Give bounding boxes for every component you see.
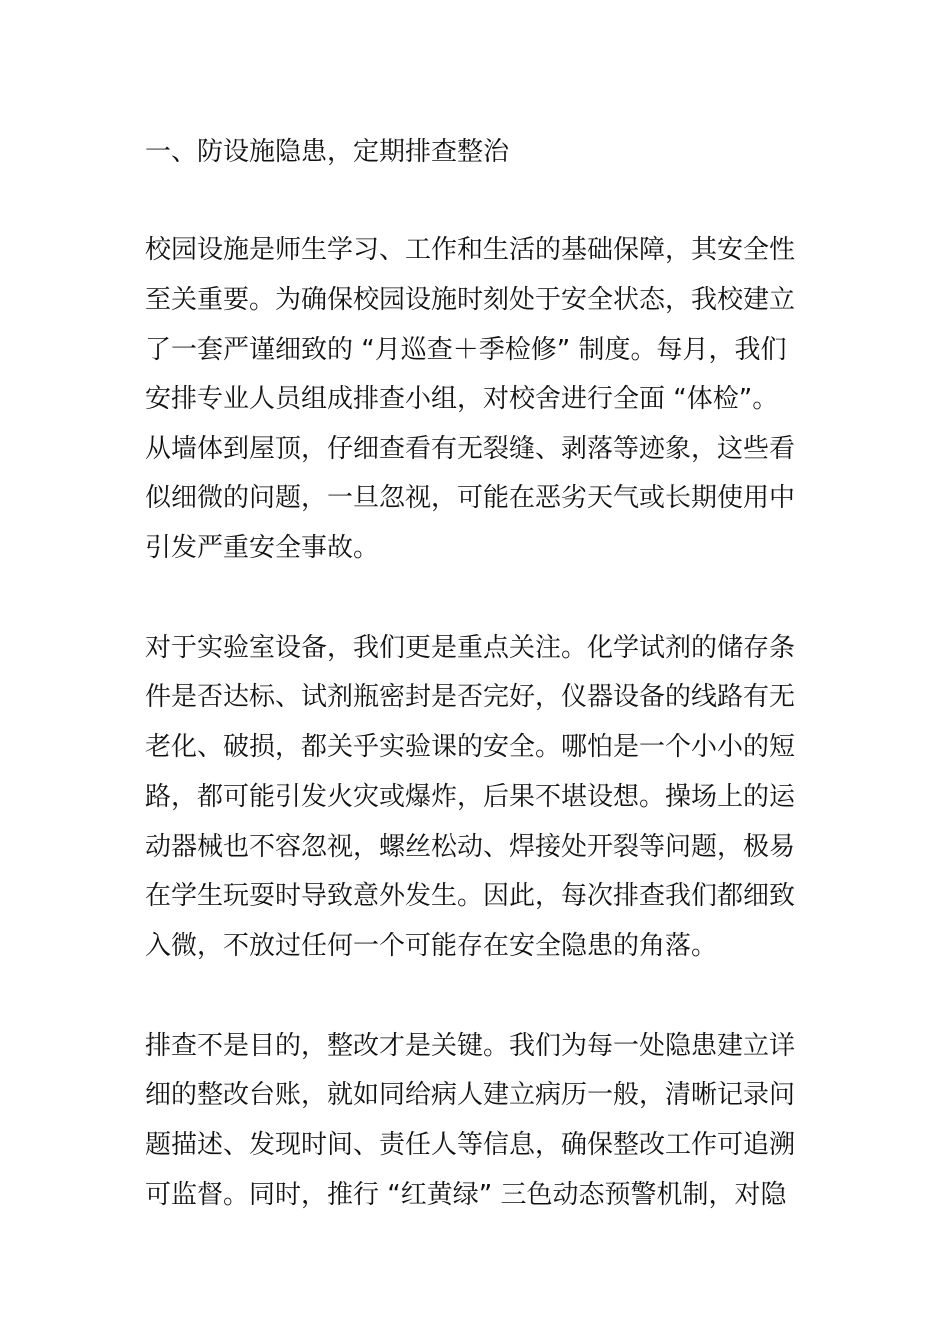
paragraph-2-line-1: 对于实验室设备，我们更是重点关注。化学试剂的储存条 — [145, 633, 796, 663]
paragraph-1-line-3: 了一套严谨细致的 “月巡查＋季检修” 制度。每月，我们 — [145, 335, 787, 365]
paragraph-2-line-4: 路，都可能引发火灾或爆炸，后果不堪设想。操场上的运 — [145, 782, 796, 812]
paragraph-3-line-4: 可监督。同时，推行 “红黄绿” 三色动态预警机制，对隐 — [145, 1180, 787, 1210]
paragraph-2-line-3: 老化、破损，都关乎实验课的安全。哪怕是一个小小的短 — [145, 732, 796, 762]
paragraph-2-line-6: 在学生玩耍时导致意外发生。因此，每次排查我们都细致 — [145, 881, 796, 911]
paragraph-1-line-7: 引发严重安全事故。 — [145, 533, 380, 563]
paragraph-1-line-1: 校园设施是师生学习、工作和生活的基础保障，其安全性 — [145, 235, 796, 265]
paragraph-2-line-5: 动器械也不容忽视，螺丝松动、焊接处开裂等问题，极易 — [145, 832, 796, 862]
paragraph-1-line-2: 至关重要。为确保校园设施时刻处于安全状态，我校建立 — [145, 285, 796, 315]
paragraph-2-line-2: 件是否达标、试剂瓶密封是否完好，仪器设备的线路有无 — [145, 682, 796, 712]
paragraph-1-line-5: 从墙体到屋顶，仔细查看有无裂缝、剥落等迹象，这些看 — [145, 434, 796, 464]
paragraph-1-line-6: 似细微的问题，一旦忽视，可能在恶劣天气或长期使用中 — [145, 483, 796, 513]
paragraph-3-line-1: 排查不是目的，整改才是关键。我们为每一处隐患建立详 — [145, 1031, 796, 1061]
paragraph-2-line-7: 入微，不放过任何一个可能存在安全隐患的角落。 — [145, 931, 718, 961]
section-heading: 一、防设施隐患，定期排查整治 — [145, 137, 510, 167]
paragraph-1-line-4: 安排专业人员组成排查小组，对校舍进行全面 “体检”。 — [145, 384, 779, 414]
paragraph-3-line-2: 细的整改台账，就如同给病人建立病历一般，清晰记录问 — [145, 1080, 796, 1110]
paragraph-3-line-3: 题描述、发现时间、责任人等信息，确保整改工作可追溯 — [145, 1130, 796, 1160]
